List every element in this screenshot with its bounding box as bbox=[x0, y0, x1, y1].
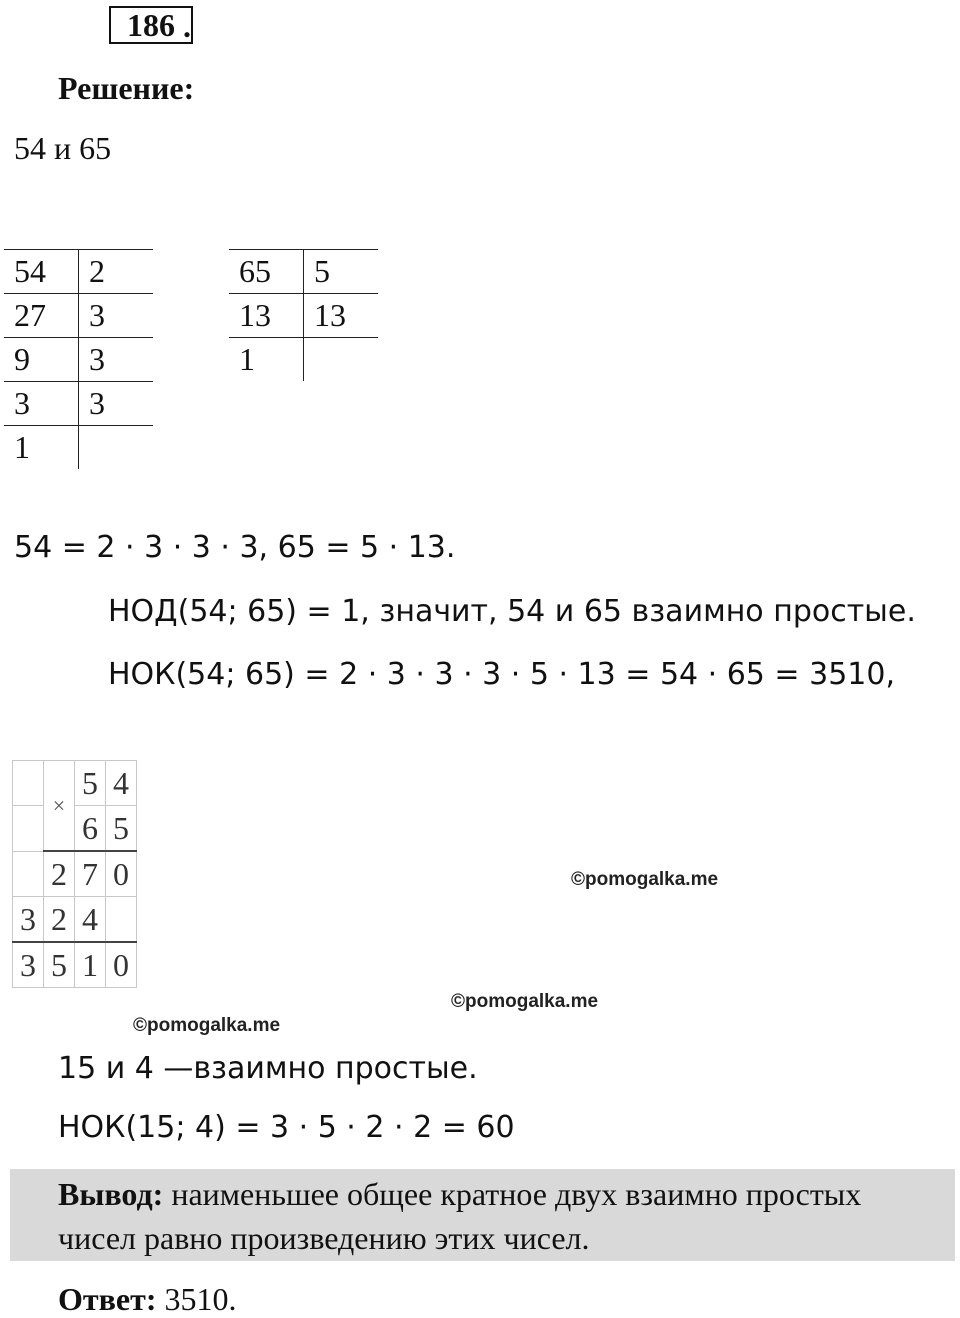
mult-row bbox=[13, 761, 137, 806]
factor-row bbox=[229, 250, 378, 294]
mult-cell: 0 bbox=[106, 942, 137, 988]
coprime-15-4-line: 15 и 4 —взаимно простые. bbox=[58, 1051, 478, 1086]
task-number-dot: . bbox=[183, 8, 191, 44]
factor-row bbox=[4, 426, 153, 470]
mult-cell: 6 bbox=[75, 806, 106, 852]
conclusion-text: наименьшее общее кратное двух взаимно простых чисел равно произведению этих чисел. bbox=[58, 1176, 862, 1256]
mult-cell: 4 bbox=[75, 897, 106, 943]
mult-row bbox=[13, 806, 137, 852]
factor-number: 27 bbox=[4, 294, 79, 338]
mult-cell: 5 bbox=[106, 806, 137, 852]
mult-cell: 2 bbox=[44, 851, 75, 897]
factor-divisor: 13 bbox=[304, 294, 379, 338]
gcd-line: НОД(54; 65) = 1, значит, 54 и 65 взаимно простые. bbox=[108, 594, 916, 629]
mult-cell: 5 bbox=[44, 942, 75, 988]
factor-table-54 bbox=[4, 249, 153, 469]
factor-divisor: 3 bbox=[79, 382, 154, 426]
watermark: ©pomogalka.me bbox=[571, 869, 719, 890]
factor-row bbox=[4, 382, 153, 426]
factor-number: 1 bbox=[4, 426, 79, 470]
factor-number: 1 bbox=[229, 338, 304, 382]
factor-table-65 bbox=[229, 249, 378, 381]
mult-cell bbox=[13, 761, 44, 806]
conclusion bbox=[58, 1172, 918, 1260]
factor-number: 13 bbox=[229, 294, 304, 338]
number-pair: 54 и 65 bbox=[14, 130, 112, 166]
factor-number: 9 bbox=[4, 338, 79, 382]
conclusion-label: Вывод: bbox=[58, 1176, 164, 1212]
factor-row bbox=[4, 338, 153, 382]
factor-number: 65 bbox=[229, 250, 304, 294]
factor-divisor bbox=[79, 426, 154, 470]
mult-cell: 5 bbox=[75, 761, 106, 806]
factor-row bbox=[4, 294, 153, 338]
mult-cell: 3 bbox=[13, 942, 44, 988]
answer-label: Ответ: bbox=[58, 1281, 157, 1317]
lcm-line: НОК(54; 65) = 2 · 3 · 3 · 3 · 5 · 13 = 54 · 65 = 3510, bbox=[108, 657, 895, 692]
factor-number: 54 bbox=[4, 250, 79, 294]
answer bbox=[58, 1281, 236, 1318]
column-multiplication bbox=[12, 760, 137, 988]
factor-divisor: 3 bbox=[79, 338, 154, 382]
mult-cell bbox=[13, 806, 44, 852]
mult-cell bbox=[13, 851, 44, 897]
mult-cell: 2 bbox=[44, 897, 75, 943]
answer-value: 3510. bbox=[156, 1281, 237, 1317]
task-number-box bbox=[109, 6, 193, 44]
factor-row bbox=[229, 294, 378, 338]
mult-row bbox=[13, 897, 137, 943]
mult-cell: 7 bbox=[75, 851, 106, 897]
factor-number: 3 bbox=[4, 382, 79, 426]
multiply-sign: × bbox=[44, 761, 75, 852]
factorization-line: 54 = 2 · 3 · 3 · 3, 65 = 5 · 13. bbox=[14, 530, 456, 565]
lcm-15-4-line: НОК(15; 4) = 3 · 5 · 2 · 2 = 60 bbox=[58, 1110, 515, 1145]
watermark: ©pomogalka.me bbox=[133, 1015, 281, 1036]
factor-divisor: 5 bbox=[304, 250, 379, 294]
mult-cell: 3 bbox=[13, 897, 44, 943]
watermark: ©pomogalka.me bbox=[451, 991, 599, 1012]
factor-row bbox=[229, 338, 378, 382]
mult-row bbox=[13, 851, 137, 897]
factor-row bbox=[4, 250, 153, 294]
mult-row bbox=[13, 942, 137, 988]
factor-divisor: 3 bbox=[79, 294, 154, 338]
mult-cell bbox=[106, 897, 137, 943]
solution-heading: Решение: bbox=[58, 70, 195, 106]
mult-cell: 0 bbox=[106, 851, 137, 897]
factor-divisor: 2 bbox=[79, 250, 154, 294]
mult-cell: 4 bbox=[106, 761, 137, 806]
mult-cell: 1 bbox=[75, 942, 106, 988]
factor-divisor bbox=[304, 338, 379, 382]
task-number: 186 bbox=[127, 7, 175, 43]
